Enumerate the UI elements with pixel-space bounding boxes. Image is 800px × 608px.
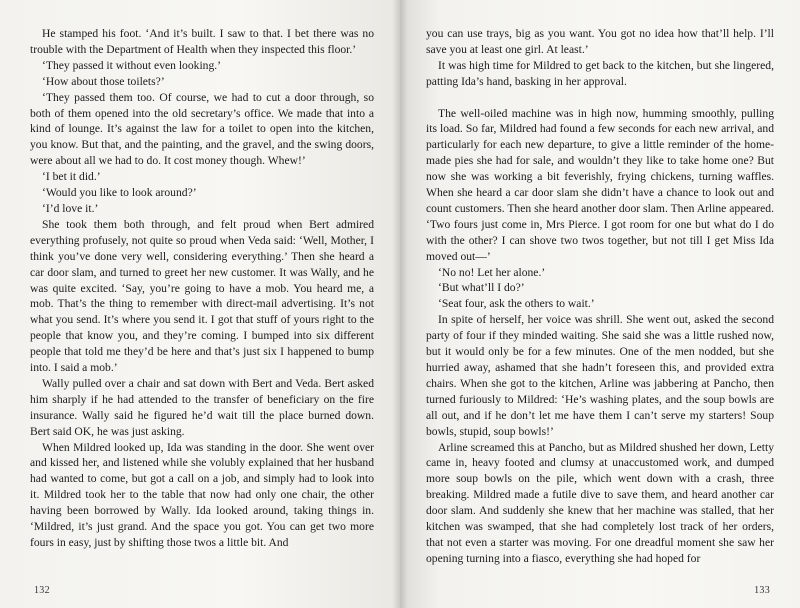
page-number-right: 133 — [754, 585, 770, 596]
paragraph: ‘But what’ll I do?’ — [438, 281, 525, 295]
paragraph: He stamped his foot. ‘And it’s built. I saw to that. I bet there was no trouble with the Department of Health when they inspected this floor.’ — [30, 27, 374, 56]
paragraph: ‘They passed it without even looking.’ — [42, 58, 222, 72]
paragraph: ‘They passed them too. Of course, we had to cut a door through, so both of them opened into the old secretary’s office. We made that into a kind of lounge. It’s against the law for a toilet to open into the kitchen, you know. But that, and the painting, and the gravel, and the swing doors, were about all we had to do. It cost money though. Whew!’ — [30, 90, 374, 168]
paragraph: ‘No no! Let her alone.’ — [438, 265, 546, 279]
paragraph: ‘I’d love it.’ — [42, 201, 99, 215]
paragraph: ‘I bet it did.’ — [42, 170, 101, 184]
right-page-text — [426, 26, 774, 567]
paragraph: Arline screamed this at Pancho, but as Mildred shushed her down, Letty came in, heavy footed and clumsy at unaccustomed work, and dumped more soup bowls on the pile, which went down with a crash, three breaking. Mildred made a futile dive to save them, and heard another car door slam. And suddenly she knew that her machine was stalled, that her kitchen was swamped, that she had completely lost track of her orders, that not even a starter was moving. For one dreadful moment she saw her opening turning into a fiasco, everything she had hoped for — [426, 440, 774, 565]
paragraph: Wally pulled over a chair and sat down with Bert and Veda. Bert asked him sharply if he had attended to the transfer of beneficiary on the fire insurance. Wally said he figured he’d wait till the place burned down. Bert said OK, he was just asking. — [30, 376, 374, 438]
paragraph: In spite of herself, her voice was shrill. She went out, asked the second party of four if they minded waiting. She said she was a little rushed now, but it would only be for a few minutes. One of the men nodded, but she hurried away, ashamed that she hadn’t foreseen this, and provided extra chairs. When she got to the kitchen, Arline was jabbering at Pancho, then turned furiously to Mildred: ‘He’s washing plates, and the soup bowls are all out, and if he don’t let me have them I can’t serve my starters! Soup bowls, stupid, soup bowls!’ — [426, 313, 774, 438]
paragraph: She took them both through, and felt proud when Bert admired everything profusely, not quite so proud when Veda said: ‘Well, Mother, I think you’ve done very well, considering everything.’ Then she heard a car door slam, and turned to greet her new customer. It was Wally, and he was quite excited. ‘Say, you’re going to have a mob. You heard me, a mob. That’s the thing to remember with direct-mail advertising. It’s not what you send. It’s where you send it. I got that stuff of yours right to the people that know you, and they’re coming. I bumped into six different people that told me they’d be here and that’s just six I happened to bump into. I said a mob.’ — [30, 217, 374, 375]
paragraph: ‘How about those toilets?’ — [42, 74, 165, 88]
right-page — [400, 0, 800, 608]
page-number-left: 132 — [34, 585, 50, 596]
paragraph: you can use trays, big as you want. You got no idea how that’ll help. I’ll save you at least one girl. At least.’ — [426, 27, 774, 56]
left-page-text — [30, 26, 374, 551]
paragraph: It was high time for Mildred to get back to the kitchen, but she lingered, patting Ida’s hand, basking in her approval. — [426, 58, 774, 88]
paragraph: When Mildred looked up, Ida was standing in the door. She went over and kissed her, and listened while she volubly explained that her husband had wanted to come, but got a call on a job, and simply had to look into it. Mildred took her to the table that now had only one chair, the other having been borrowed by Wally. Ida looked around, taking things in. ‘Mildred, it’s just grand. And the space you got. You can get two more fours in easy, just by shifting those twos a little bit. And — [30, 440, 374, 549]
paragraph: ‘Seat four, ask the others to wait.’ — [438, 297, 595, 311]
paragraph: ‘Would you like to look around?’ — [42, 186, 197, 200]
paragraph: The well-oiled machine was in high now, humming smoothly, pulling its load. So far, Mildred had found a few seconds for each new arrival, and particularly for each new departure, to give a little reminder of the home-made pies she had for sale, and wouldn’t they like to take home one? But now she was working a bit feverishly, frying chickens, turning waffles. When she heard a car door slam she didn’t have a chance to look out and count customers. Then she heard another door slam. Then Arline appeared. ‘Two fours just come in, Mrs Pierce. I got room for one but what do I do with the other? I can shove two twos together, but not till I get Miss Ida moved out—’ — [426, 106, 774, 263]
